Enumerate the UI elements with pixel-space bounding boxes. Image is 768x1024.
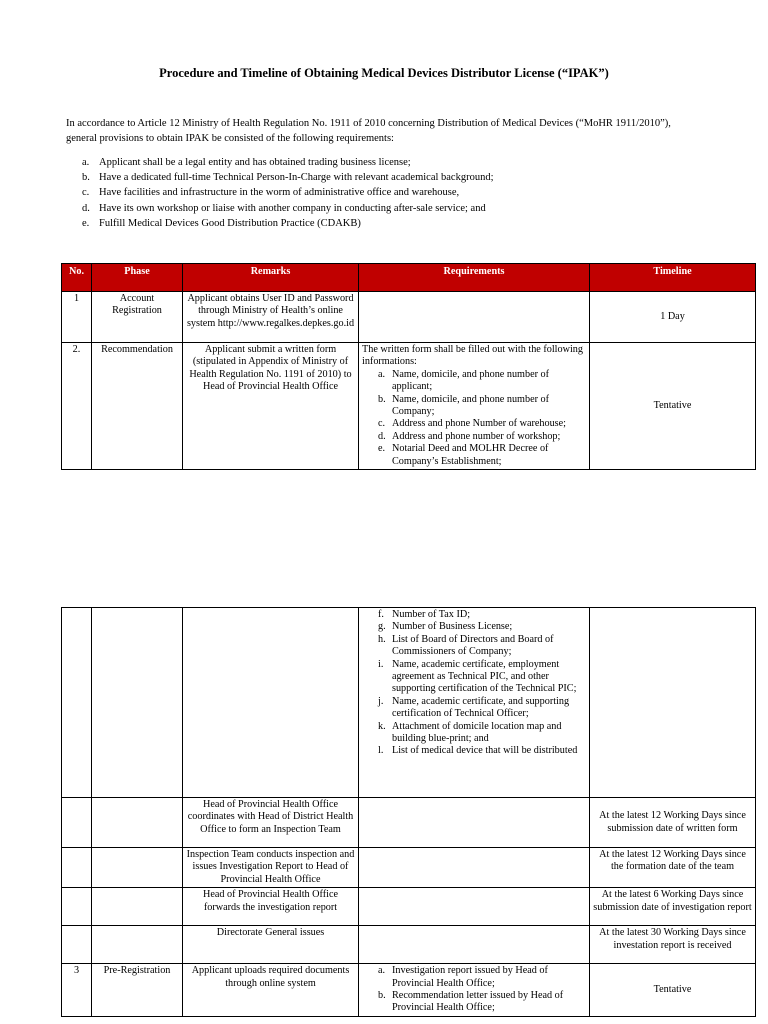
list-item: i. Name, academic certificate, employment agreement as Technical PIC, and other supporting certification of the Technical PIC; xyxy=(378,658,577,695)
document-title: Procedure and Timeline of Obtaining Medical Devices Distributor License (“IPAK”) xyxy=(159,66,609,80)
requirements-list xyxy=(362,369,586,468)
intro-line-1: In accordance to Article 12 Ministry of Health Regulation No. 1911 of 2010 concerning Distribution of Medical Devices (“MoHR 1911/2010”), xyxy=(66,118,671,129)
table-row xyxy=(62,343,756,470)
list-item: b. Have a dedicated full-time Technical Person-In-Charge with relevant academical background; xyxy=(82,172,494,184)
general-requirements-list xyxy=(82,155,494,231)
row-number: 2. xyxy=(62,343,92,470)
row-timeline: At the latest 12 Working Days since the formation date of the team xyxy=(590,848,756,888)
row-remarks: Directorate General issues xyxy=(183,926,359,964)
list-item: h. List of Board of Directors and Board of Commissioners of Company; xyxy=(378,633,554,658)
list-item: a. Investigation report issued by Head of Provincial Health Office; xyxy=(378,965,548,989)
list-item: c. Address and phone Number of warehouse; xyxy=(378,418,566,430)
row-phase: Recommendation xyxy=(92,343,183,470)
row-phase: Pre-Registration xyxy=(92,964,183,1017)
table-row xyxy=(62,964,756,1017)
row-timeline: At the latest 6 Working Days since submission date of investigation report xyxy=(590,888,756,926)
row-timeline: Tentative xyxy=(590,964,756,1017)
requirements-list xyxy=(362,609,586,758)
list-item: a. Applicant shall be a legal entity and has obtained trading business license; xyxy=(82,157,411,168)
header-timeline: Timeline xyxy=(590,264,756,292)
list-item: d. Address and phone number of workshop; xyxy=(378,430,561,442)
row-remarks: Head of Provincial Health Office coordinates with Head of District Health Office to form an Inspection Team xyxy=(183,798,359,848)
row-requirements xyxy=(359,608,590,798)
row-remarks: Applicant obtains User ID and Password through Ministry of Health’s online system http://www.regalkes.depkes.go.id xyxy=(183,292,359,343)
row-remarks: Head of Provincial Health Office forwards the investigation report xyxy=(183,888,359,926)
table-row xyxy=(62,926,756,964)
row-remarks: Applicant submit a written form (stipulated in Appendix of Ministry of Health Regulation No. 1191 of 2010) to Head of Provincial Health Office xyxy=(183,343,359,470)
table-row xyxy=(62,848,756,888)
intro-line-2: general provisions to obtain IPAK be consisted of the following requirements: xyxy=(66,133,394,144)
list-item: j. Name, academic certificate, and supporting certification of Technical Officer; xyxy=(378,695,570,720)
list-item: a. Name, domicile, and phone number of applicant; xyxy=(378,368,550,393)
row-timeline: Tentative xyxy=(590,343,756,470)
row-number: 3 xyxy=(62,964,92,1017)
table-header-row xyxy=(62,264,756,292)
row-timeline: At the latest 30 Working Days since investation report is received xyxy=(590,926,756,964)
row-phase: Account Registration xyxy=(92,292,183,343)
row-requirements xyxy=(359,964,590,1017)
requirements-intro: The written form shall be filled out with the following informations: xyxy=(362,344,583,368)
list-item: d. Have its own workshop or liaise with another company in conducting after-sale service; and xyxy=(82,202,486,214)
table-row xyxy=(62,888,756,926)
list-item: b. Name, domicile, and phone number of Company; xyxy=(378,393,550,418)
row-requirements xyxy=(359,343,590,470)
requirements-list xyxy=(362,965,586,1015)
table-row xyxy=(62,608,756,798)
list-item: b. Recommendation letter issued by Head of Provincial Health Office; xyxy=(378,990,564,1014)
header-remarks: Remarks xyxy=(183,264,359,292)
list-item: c. Have facilities and infrastructure in the worm of administrative office and warehouse, xyxy=(82,187,460,199)
row-remarks: Applicant uploads required documents through online system xyxy=(183,964,359,1017)
header-requirements: Requirements xyxy=(359,264,590,292)
header-no: No. xyxy=(62,264,92,292)
list-item: f. Number of Tax ID; xyxy=(378,609,471,620)
row-timeline: 1 Day xyxy=(590,292,756,343)
list-item: e. Notarial Deed and MOLHR Decree of Company’s Establishment; xyxy=(378,443,549,467)
list-item: k. Attachment of domicile location map and building blue-print; and xyxy=(378,720,562,745)
procedure-table-continued xyxy=(61,607,756,1017)
procedure-table xyxy=(61,263,756,470)
row-timeline: At the latest 12 Working Days since submission date of written form xyxy=(590,798,756,848)
list-item: l. List of medical device that will be distributed xyxy=(378,745,578,757)
header-phase: Phase xyxy=(92,264,183,292)
row-remarks: Inspection Team conducts inspection and issues Investigation Report to Head of Provincial Health Office xyxy=(183,848,359,888)
row-requirements xyxy=(359,292,590,343)
table-row xyxy=(62,798,756,848)
row-number: 1 xyxy=(62,292,92,343)
list-item: e. Fulfill Medical Devices Good Distribution Practice (CDAKB) xyxy=(82,217,361,229)
list-item: g. Number of Business License; xyxy=(378,621,513,633)
table-row xyxy=(62,292,756,343)
